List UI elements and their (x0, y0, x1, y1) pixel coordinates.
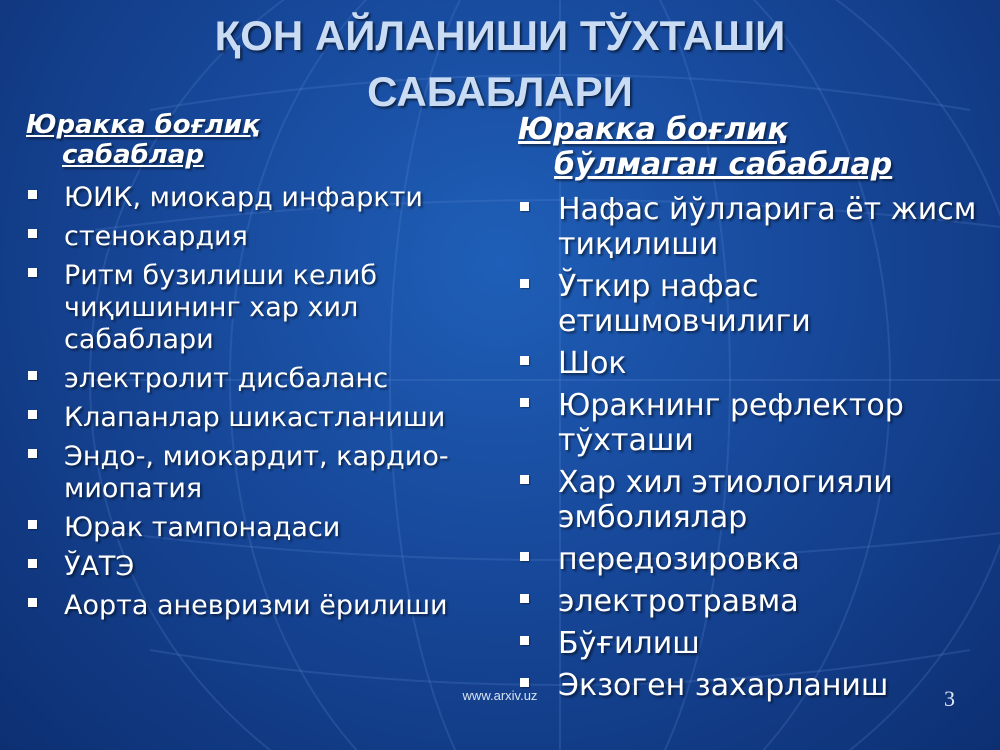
footer-source-text: www.arxiv.uz (462, 688, 538, 703)
square-bullet-icon (28, 449, 37, 458)
square-bullet-icon (28, 268, 37, 277)
list-item: Юракнинг рефлектор тўхташи (518, 388, 978, 458)
list-item: Ритм бузилиши келиб чиқишининг хар хил сабаблари (26, 260, 496, 356)
square-bullet-icon (28, 598, 37, 607)
slide-title-line-2: САБАБЛАРИ (367, 68, 633, 115)
square-bullet-icon (520, 552, 529, 561)
non-cardiac-causes-column (518, 112, 978, 710)
list-item: электротравма (518, 584, 978, 619)
list-item: Клапанлар шикастланиши (26, 402, 496, 434)
square-bullet-icon (520, 594, 529, 603)
cardiac-causes-column (26, 110, 496, 629)
non-cardiac-causes-heading (518, 112, 978, 182)
list-item: ЮИК, миокард инфаркти (26, 182, 496, 214)
list-item: Юрак тампонадаси (26, 512, 496, 544)
square-bullet-icon (520, 636, 529, 645)
cardiac-causes-heading-line-2: сабаблар (62, 140, 205, 170)
cardiac-causes-heading (26, 110, 496, 170)
square-bullet-icon (520, 678, 529, 687)
square-bullet-icon (520, 279, 529, 288)
cardiac-causes-list (26, 182, 496, 622)
list-item: Эндо-, миокардит, кардио-миопатия (26, 441, 496, 505)
list-item: ЎАТЭ (26, 551, 496, 583)
square-bullet-icon (520, 475, 529, 484)
list-item: передозировка (518, 542, 978, 577)
square-bullet-icon (28, 559, 37, 568)
list-item: Ўткир нафас етишмовчилиги (518, 269, 978, 339)
list-item: Бўғилиш (518, 626, 978, 661)
square-bullet-icon (28, 371, 37, 380)
square-bullet-icon (520, 398, 529, 407)
list-item: электролит дисбаланс (26, 363, 496, 395)
square-bullet-icon (28, 190, 37, 199)
page-number: 3 (944, 686, 955, 711)
list-item: Аорта аневризми ёрилиши (26, 590, 496, 622)
square-bullet-icon (28, 229, 37, 238)
square-bullet-icon (520, 202, 529, 211)
slide-title (0, 8, 1000, 120)
square-bullet-icon (28, 410, 37, 419)
square-bullet-icon (28, 520, 37, 529)
list-item: стенокардия (26, 221, 496, 253)
square-bullet-icon (520, 356, 529, 365)
list-item: Хар хил этиологияли эмболиялар (518, 465, 978, 535)
non-cardiac-causes-heading-line-2: бўлмаган сабаблар (554, 147, 893, 182)
non-cardiac-causes-heading-line-1: Юракка боғлиқ (518, 112, 788, 147)
list-item: Шок (518, 346, 978, 381)
slide-title-line-1: ҚОН АЙЛАНИШИ ТЎХТАШИ (214, 12, 786, 59)
list-item: Экзоген захарланиш (518, 668, 978, 703)
cardiac-causes-heading-line-1: Юракка боғлиқ (26, 110, 260, 140)
list-item: Нафас йўлларига ёт жисм тиқилиши (518, 192, 978, 262)
non-cardiac-causes-list (518, 192, 978, 703)
